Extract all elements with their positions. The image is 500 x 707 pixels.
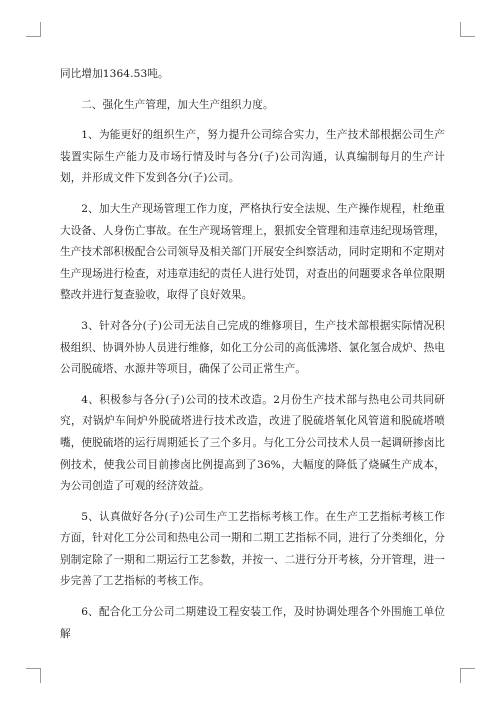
crop-mark-top-left [26, 22, 41, 37]
paragraph-item-6: 6、配合化工分公司二期建设工程安装工作，及时协调处理各个外围施工单位解 [60, 606, 445, 640]
document-page [60, 64, 445, 654]
crop-mark-top-right [460, 22, 475, 37]
paragraph-item-5: 5、认真做好各分(子)公司生产工艺指标考核工作。在生产工艺指标考核工作方面，针对化工分公司和热电公司一期和二期工艺指标不同，进行了分类细化，分别制定除了一期和二期运行工艺参数，并按一、二进行分开考核，分开管理，进一步完善了工艺指标的考核工作。 [60, 510, 445, 588]
crop-mark-bottom-left [26, 668, 41, 683]
paragraph-item-4: 4、积极参与各分(子)公司的技术改造。2月份生产技术部与热电公司共同研究，对锅炉车间炉外脱硫塔进行技术改造，改进了脱硫塔氧化风管道和脱硫塔喷嘴，使脱硫塔的运行周期延长了三个多月。与化工分公司技术人员一起调研掺卤比例技术，使我公司目前掺卤比例提高到了36%，大幅度的降低了烧碱生产成本，为公司创造了可观的经济效益。 [60, 393, 445, 493]
paragraph-item-3: 3、针对各分(子)公司无法自己完成的维修项目，生产技术部根据实际情况积极组织、协调外协人员进行维修，如化工分公司的高低沸塔、氯化氢合成炉、热电公司脱硫塔、水源井等项目，确保了公司正常生产。 [60, 319, 445, 376]
crop-mark-bottom-right [460, 668, 475, 683]
paragraph-item-2: 2、加大生产现场管理工作力度，严格执行安全法规、生产操作规程，杜绝重大设备、人身伤亡事故。在生产现场管理上，狠抓安全管理和违章违纪现场管理，生产技术部积极配合公司领导及相关部门开展安全纠察活动，同时定期和不定期对生产现场进行检查，对违章违纪的责任人进行处罚，对查出的问题要求各单位限期整改并进行复查验收，取得了良好效果。 [60, 202, 445, 302]
section-heading: 二、强化生产管理，加大生产组织力度。 [81, 98, 274, 111]
paragraph-continuation: 同比增加1364.53吨。 [60, 68, 169, 80]
paragraph-item-1: 1、为能更好的组织生产，努力提升公司综合实力，生产技术部根据公司生产装置实际生产能力及市场行情及时与各分(子)公司沟通，认真编制每月的生产计划，并形成文件下发到各分(子)公司。 [60, 129, 445, 185]
